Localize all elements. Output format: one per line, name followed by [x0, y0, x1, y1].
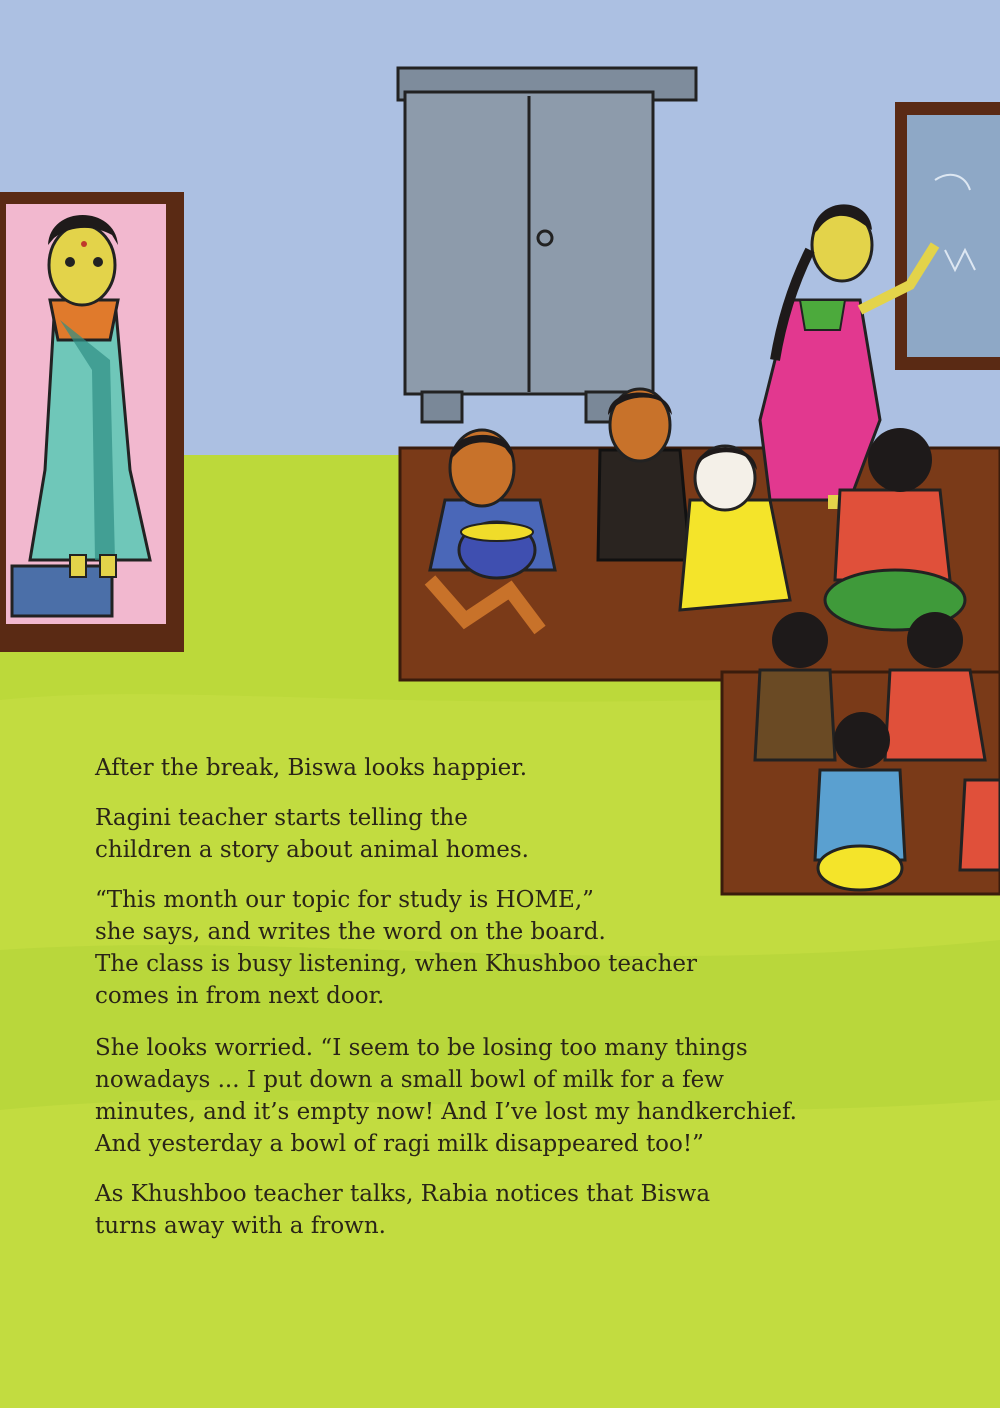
story-line: Ragini teacher starts telling the	[95, 805, 468, 831]
story-line: comes in from next door.	[95, 983, 385, 1009]
story-paragraph-4	[95, 1032, 815, 1160]
story-line: nowadays ... I put down a small bowl of milk for a few	[95, 1067, 724, 1093]
story-line: turns away with a frown.	[95, 1213, 386, 1239]
blackboard	[895, 102, 1000, 370]
story-line: After the break, Biswa looks happier.	[95, 755, 528, 781]
story-line: children a story about animal homes.	[95, 837, 529, 863]
story-line: “This month our topic for study is HOME,”	[95, 887, 594, 913]
story-line: minutes, and it’s empty now! And I’ve lost my handkerchief.	[95, 1099, 797, 1125]
story-paragraph-3	[95, 884, 815, 1012]
story-line: As Khushboo teacher talks, Rabia notices that Biswa	[95, 1181, 711, 1207]
story-paragraph-1	[95, 752, 815, 784]
story-text	[95, 752, 815, 1260]
doorway-woman	[0, 192, 184, 652]
story-line: The class is busy listening, when Khushboo teacher	[95, 951, 698, 977]
story-line: And yesterday a bowl of ragi milk disappeared too!”	[95, 1131, 704, 1157]
story-paragraph-5	[95, 1178, 815, 1242]
story-line: She looks worried. “I seem to be losing too many things	[95, 1035, 748, 1061]
cupboard	[398, 68, 696, 422]
story-line: she says, and writes the word on the board.	[95, 919, 606, 945]
story-paragraph-2	[95, 802, 815, 866]
